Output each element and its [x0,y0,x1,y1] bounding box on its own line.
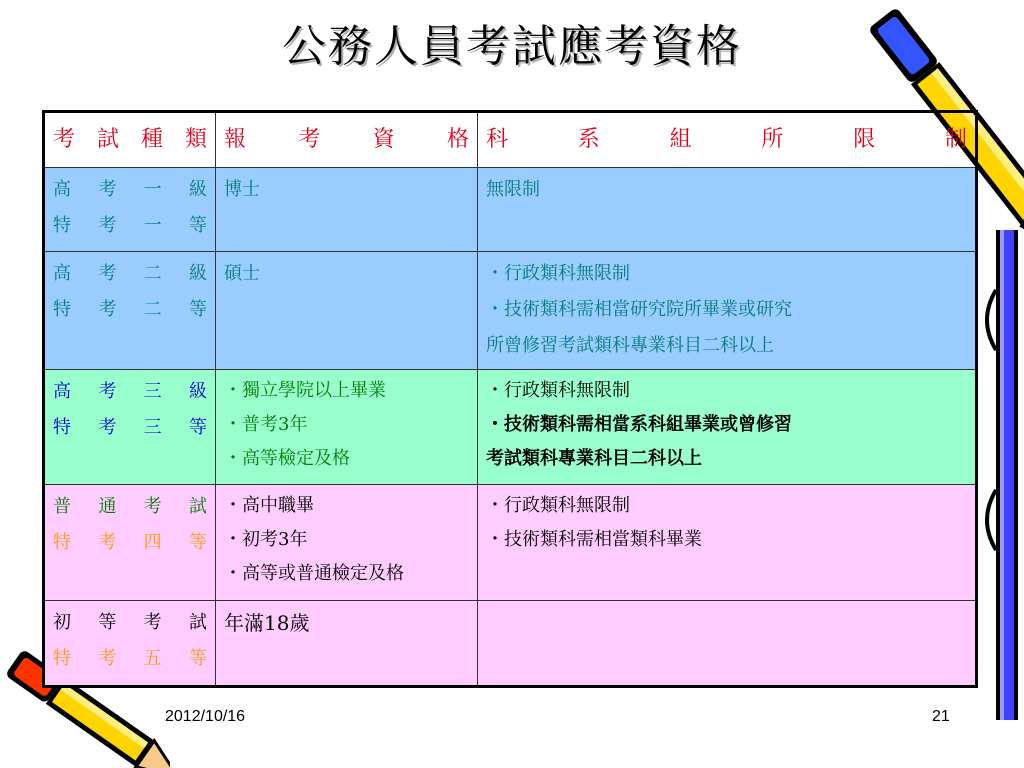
qualification-line: ・高中職畢 [224,494,314,516]
exam-char: 考 [98,531,117,553]
department-cell [478,370,977,484]
exam-char: 二 [143,263,162,285]
exam-char: 五 [143,647,162,669]
exam-char: 級 [188,263,207,285]
exam-char: 考 [98,263,117,285]
header-char: 組 [669,127,692,152]
department-line: ・行政類科無限制 [486,494,630,516]
exam-char: 考 [98,647,117,669]
qualification-cell [216,600,478,686]
slide-page-number: 21 [932,708,950,725]
header-char: 科 [486,127,509,152]
exam-char: 考 [98,417,117,439]
exam-char: 一 [143,215,162,236]
header-qualification [216,112,478,168]
table-row [44,252,977,370]
exam-char: 考 [98,381,117,403]
exam-char: 四 [143,531,162,553]
exam-char: 等 [98,611,117,633]
department-line: 所曾修習考試類科專業科目二科以上 [486,335,774,357]
exam-char: 特 [53,647,71,669]
qualification-line: ・初考3年 [224,528,308,550]
header-char: 種 [140,127,163,152]
exam-type-cell [44,370,216,484]
exam-char: 一 [143,179,162,200]
qualification-line: 碩士 [224,263,260,285]
exam-char: 考 [143,495,162,517]
exam-char: 高 [53,263,71,285]
exam-char: 級 [188,179,207,200]
header-char: 試 [96,127,119,152]
department-cell [478,484,977,600]
exam-char: 試 [188,495,207,517]
header-char: 格 [446,127,469,152]
department-line: ・技術類科需相當類科畢業 [486,528,702,550]
exam-char: 二 [143,299,162,321]
table-header-row [44,112,977,168]
exam-type-cell [44,252,216,370]
department-line: ・技術類科需相當研究院所畢業或研究 [486,299,792,321]
exam-char: 考 [98,215,117,236]
table-row [44,484,977,600]
exam-type-cell [44,484,216,600]
qualification-line: ・普考3年 [224,414,308,436]
exam-type-cell [44,600,216,686]
exam-char: 三 [143,417,162,439]
qualification-line: ・獨立學院以上畢業 [224,380,386,402]
exam-char: 考 [98,299,117,321]
header-char: 考 [298,127,321,152]
header-exam-type [44,112,216,168]
exam-char: 等 [188,417,207,439]
table-row [44,168,977,252]
exam-type-cell [44,168,216,252]
exam-char: 通 [98,495,117,517]
qualification-cell [216,370,478,484]
slide-date: 2012/10/16 [165,708,246,725]
header-char: 所 [761,127,784,152]
qualification-line: ・高等或普通檢定及格 [224,562,404,584]
exam-char: 考 [98,179,117,200]
qualification-cell [216,168,478,252]
exam-char: 等 [188,647,207,669]
exam-char: 普 [53,495,71,517]
exam-char: 高 [53,179,71,200]
qualification-cell [216,252,478,370]
exam-char: 級 [188,381,207,403]
department-line: ・行政類科無限制 [486,263,630,285]
exam-char: 高 [53,381,71,403]
exam-char: 等 [188,299,207,321]
exam-char: 試 [188,611,207,633]
qualification-line: 年滿18歲 [224,610,310,635]
header-char: 報 [224,127,247,152]
header-char: 類 [184,127,207,152]
header-department-limit [478,112,977,168]
header-char: 資 [372,127,395,152]
department-line: ・技術類科需相當系科組畢業或曾修習 [486,414,792,436]
exam-char: 特 [53,215,71,236]
exam-char: 三 [143,381,162,403]
department-cell [478,252,977,370]
qualification-cell [216,484,478,600]
table-row [44,600,977,686]
qualification-line: 博士 [224,179,260,200]
exam-char: 初 [53,611,71,633]
table-row [44,370,977,484]
department-line: ・行政類科無限制 [486,380,630,402]
department-cell [478,168,977,252]
department-line: 無限制 [486,179,540,200]
header-char: 限 [853,127,876,152]
exam-char: 特 [53,417,71,439]
header-char: 考 [53,127,76,152]
exam-char: 等 [188,215,207,236]
exam-char: 特 [53,531,71,553]
exam-char: 等 [188,531,207,553]
qualification-table [42,110,978,688]
qualification-line: ・高等檢定及格 [224,448,350,470]
header-char: 系 [577,127,600,152]
slide-title: 公務人員考試應考資格 [282,21,742,72]
exam-char: 考 [143,611,162,633]
department-cell [478,600,977,686]
department-line: 考試類科專業科目二科以上 [486,448,702,470]
exam-char: 特 [53,299,71,321]
header-char: 制 [944,127,967,152]
